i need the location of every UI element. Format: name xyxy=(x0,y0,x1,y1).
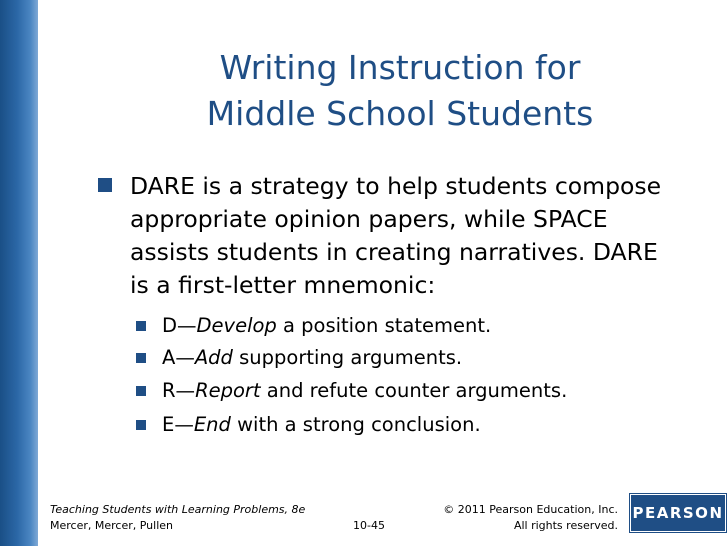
square-bullet-icon xyxy=(136,420,146,430)
footer-page-number: 10-45 xyxy=(353,519,385,532)
main-bullet-line-1: DARE is a strategy to help students compose xyxy=(130,172,662,200)
sub-bullet-keyword: Add xyxy=(194,346,233,369)
slide-title-line-2: Middle School Students xyxy=(206,94,594,133)
sub-bullet-text: and refute counter arguments. xyxy=(260,379,568,402)
sub-bullet-d xyxy=(162,313,491,339)
sub-bullet-prefix: R— xyxy=(162,379,196,402)
sub-bullet-r xyxy=(162,378,567,404)
square-bullet-icon xyxy=(136,321,146,331)
sub-bullet-prefix: A— xyxy=(162,346,195,369)
left-decorative-bar xyxy=(0,0,38,546)
sub-bullet-text: with a strong conclusion. xyxy=(230,413,481,436)
square-bullet-icon xyxy=(136,353,146,363)
sub-bullet-prefix: D— xyxy=(162,314,197,337)
sub-bullet-prefix: E— xyxy=(162,413,194,436)
sub-bullet-keyword: Develop xyxy=(196,314,277,337)
footer-copyright: © 2011 Pearson Education, Inc. xyxy=(443,503,618,516)
square-bullet-icon xyxy=(98,178,112,192)
footer-rights: All rights reserved. xyxy=(513,519,618,532)
pearson-logo: PEARSON xyxy=(630,494,726,532)
slide-title-line-1: Writing Instruction for xyxy=(219,48,581,87)
footer-book-title: Teaching Students with Learning Problems, 8e xyxy=(50,503,306,516)
footer-authors: Mercer, Mercer, Pullen xyxy=(50,519,174,532)
sub-bullet-keyword: Report xyxy=(195,379,261,402)
main-bullet-line-4: is a first-letter mnemonic: xyxy=(130,271,436,299)
sub-bullet-text: supporting arguments. xyxy=(232,346,463,369)
square-bullet-icon xyxy=(136,386,146,396)
sub-bullet-e xyxy=(162,412,481,438)
main-bullet-line-3: assists students in creating narratives. DARE xyxy=(130,238,658,266)
sub-bullet-keyword: End xyxy=(193,413,231,436)
sub-bullet-a xyxy=(162,345,462,371)
main-bullet-line-2: appropriate opinion papers, while SPACE xyxy=(130,205,608,233)
sub-bullet-text: a position statement. xyxy=(276,314,492,337)
